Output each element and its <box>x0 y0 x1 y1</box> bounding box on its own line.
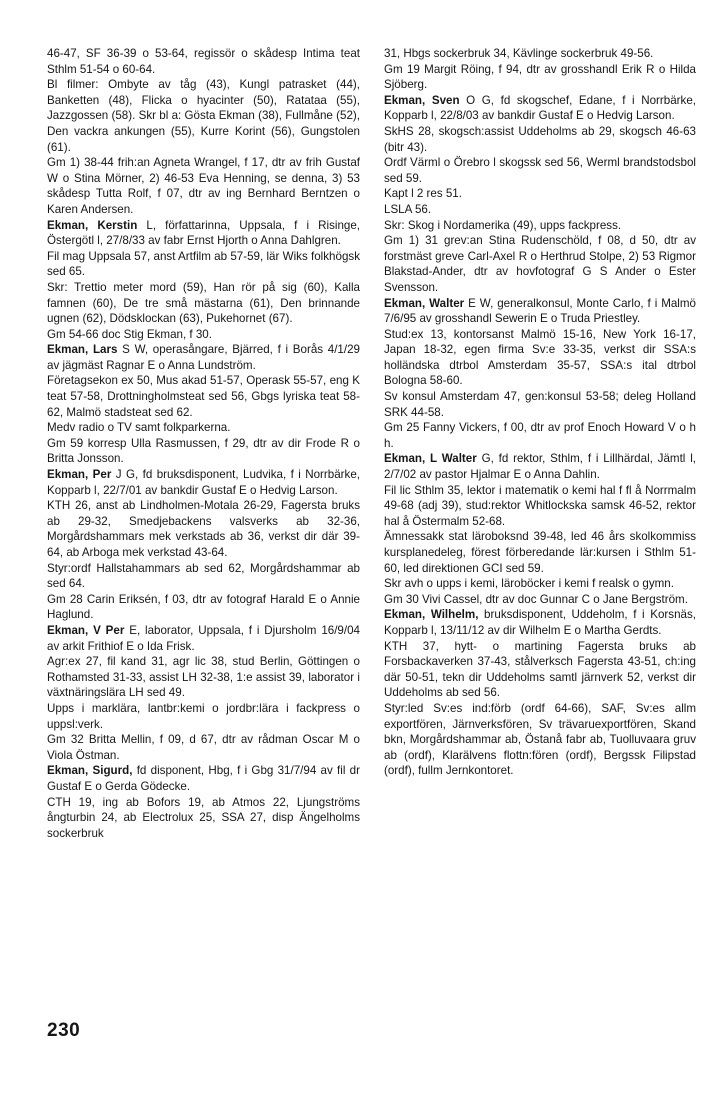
entry-name: Ekman, Lars <box>47 343 118 357</box>
entry-text: Gm 54-66 doc Stig Ekman, f 30. <box>47 327 212 341</box>
entry-paragraph <box>47 436 360 467</box>
entry-paragraph <box>47 46 360 77</box>
entry-paragraph <box>384 233 696 295</box>
entry-text: KTH 37, hytt- o martining Fagersta bruks ab Forsbackaverken 37-43, stålverksch Fagersta 43-51, ch:ing där 50-51, tekn dir Uddeholms samtl järnverk 52, verkst dir Uddeholms ab sed 56. <box>384 639 696 700</box>
entry-text: Bl filmer: Ombyte av tåg (43), Kungl patrasket (44), Banketten (48), Flicka o hyacinter (50), Ratataa (55), Jazzgossen (58). Skr bl a: Gösta Ekman (38), Fullmåne (52), Den vackra ankungen (55), Kurre Korint (56), Gungstolen (61). <box>47 78 360 154</box>
entry-text: bruksdisponent, Uddeholm, f i Korsnäs, Kopparb l, 13/11/12 av dir Wilhelm E o Martha Gerdts. <box>384 608 697 637</box>
entry-text: Stud:ex 13, kontorsanst Malmö 15-16, New York 16-17, Japan 18-32, egen firma Sv:e 33-35, verkst dir SSA:s holländska dtrbol Amsterdam 35-57, SSA:s ital dtrbol Bologna 58-60. <box>384 327 696 388</box>
entry-text: Gm 59 korresp Ulla Rasmussen, f 29, dtr av dir Frode R o Britta Jonsson. <box>47 436 360 466</box>
entry-paragraph <box>384 420 696 451</box>
entry-text: Agr:ex 27, fil kand 31, agr lic 38, stud Berlin, Göttingen o Rothamsted 31-33, assist LH 32-38, 1:e assist 39, laborator i växtnäringslära LH sed 49. <box>47 655 360 700</box>
entry-text: 31, Hbgs sockerbruk 34, Kävlinge sockerbruk 49-56. <box>384 47 654 60</box>
entry-paragraph <box>384 389 696 420</box>
entry-paragraph <box>47 77 360 155</box>
entry-name: Ekman, L Walter <box>384 452 477 466</box>
entry-text: S W, operasångare, Bjärred, f i Borås 4/1/29 av jägmäst Ragnar E o Anna Lundström. <box>47 343 360 372</box>
entry-paragraph <box>47 654 360 701</box>
entry-text: Skr: Skog i Nordamerika (49), upps fackpress. <box>384 218 622 232</box>
entry-paragraph <box>384 451 696 482</box>
entry-paragraph <box>384 46 696 62</box>
entry-text: Gm 1) 31 grev:an Stina Rudenschöld, f 08, d 50, dtr av forstmäst greve Carl-Axel R o Herthrud Stolpe, 2) 53 Rigmor Blakstad-Ander, dtr av hovfotograf G S Ander o Ester Svensson. <box>384 234 696 294</box>
entry-paragraph <box>47 701 360 732</box>
entry-paragraph <box>384 93 696 124</box>
entry-name: Ekman, Sven <box>384 93 460 107</box>
entry-text: Ordf Värml o Örebro l skogssk sed 56, Werml brandstodsbol sed 59. <box>384 156 696 185</box>
entry-text: Gm 28 Carin Eriksén, f 03, dtr av fotograf Harald E o Annie Haglund. <box>47 592 360 622</box>
entry-text: G, fd rektor, Sthlm, f i Lillhärdal, Jämtl l, 2/7/02 av pastor Hjalmar E o Anna Dahlin. <box>384 452 696 482</box>
entry-paragraph <box>47 795 360 842</box>
entry-text: KTH 26, anst ab Lindholmen-Motala 26-29, Fagersta bruks ab 29-32, Smedjebackens valsverks ab 32-36, Morgårdshammars mek verkstads ab 36, verkst dir där 39-64, ab Arboga mek verkstad 43-64. <box>47 499 360 559</box>
entry-paragraph <box>384 124 696 155</box>
entry-text: Gm 32 Britta Mellin, f 09, d 67, dtr av rådman Oscar M o Viola Östman. <box>47 733 360 762</box>
right-column <box>384 46 696 779</box>
entry-paragraph <box>384 483 696 530</box>
entry-name: Ekman, Wilhelm, <box>384 608 479 622</box>
entry-paragraph <box>384 701 696 779</box>
entry-text: Ämnessakk stat läroboksnd 39-48, led 46 års skolkommiss kursplanedeleg, förest förberedande lär:kursen i Sthlm 51-60, led direktionen GCI sed 59. <box>384 530 696 575</box>
entry-paragraph <box>47 280 360 327</box>
entry-text: SkHS 28, skogsch:assist Uddeholms ab 29, skogsch 46-63 (bitr 43). <box>384 124 696 154</box>
entry-name: Ekman, Per <box>47 468 112 482</box>
entry-paragraph <box>47 732 360 763</box>
entry-paragraph <box>47 249 360 280</box>
entry-text: Fil mag Uppsala 57, anst Artfilm ab 57-59, lär Wiks folkhögsk sed 65. <box>47 249 360 279</box>
entry-name: Ekman, Walter <box>384 296 465 310</box>
entry-paragraph <box>384 529 696 576</box>
entry-text: Upps i marklära, lantbr:kemi o jordbr:lära i fackpress o uppsl:verk. <box>47 701 360 731</box>
entry-paragraph <box>384 186 696 202</box>
entry-name: Ekman, Kerstin <box>47 218 138 232</box>
entry-text: E W, generalkonsul, Monte Carlo, f i Malmö 7/6/95 av grosshandl Sewerin E o Truda Priestley. <box>384 296 696 326</box>
entry-text: Skr: Trettio meter mord (59), Han rör på sig (60), Kalla famnen (60), De tre små mästarna (61), Den brinnande ugnen (62), Dödsklockan (63), Pukehornet (67). <box>47 280 360 326</box>
entry-text: fd disponent, Hbg, f i Gbg 31/7/94 av fil dr Gustaf E o Gerda Gödecke. <box>47 764 360 793</box>
entry-paragraph <box>384 592 696 608</box>
entry-text: Fil lic Sthlm 35, lektor i matematik o kemi hal f fl å Norrmalm 49-68 (adj 39), stud:rektor Whitlockska samsk 46-52, rektor hal å Östermalm 52-68. <box>384 483 696 528</box>
entry-text: Gm 25 Fanny Vickers, f 00, dtr av prof Enoch Howard V o h h. <box>384 421 696 450</box>
entry-paragraph <box>47 420 360 436</box>
entry-text: LSLA 56. <box>384 202 432 216</box>
entry-text: CTH 19, ing ab Bofors 19, ab Atmos 22, Ljungströms ångturbin 24, ab Electrolux 25, SSA 27, disp Ängelholms sockerbruk <box>47 795 360 840</box>
entry-text: Skr avh o upps i kemi, läroböcker i kemi f realsk o gymn. <box>384 577 674 591</box>
entry-paragraph <box>384 639 696 701</box>
entry-paragraph <box>47 592 360 623</box>
entry-paragraph <box>384 218 696 234</box>
entry-text: 46-47, SF 36-39 o 53-64, regissör o skådesp Intima teat Sthlm 51-54 o 60-64. <box>47 47 360 76</box>
entry-name: Ekman, V Per <box>47 623 125 637</box>
entry-paragraph <box>47 561 360 592</box>
entry-paragraph <box>384 576 696 592</box>
entry-text: Gm 1) 38-44 frih:an Agneta Wrangel, f 17, dtr av frih Gustaf W o Stina Mörner, 2) 46-53 Eva Henning, se denna, 3) 53 skådesp Tutta Rolf, f 07, dtr av ing Bernhard Berntzen o Karen Andersen. <box>47 156 360 216</box>
entry-paragraph <box>384 296 696 327</box>
entry-text: J G, fd bruksdisponent, Ludvika, f i Norrbärke, Kopparb l, 22/7/01 av bankdir Gustaf E o Hedvig Larson. <box>47 468 360 497</box>
entry-paragraph <box>47 498 360 560</box>
entry-text: O G, fd skogschef, Edane, f i Norrbärke, Kopparb l, 22/8/03 av bankdir Gustaf E o Hedvig Larson. <box>384 93 696 123</box>
entry-paragraph <box>384 62 696 93</box>
entry-paragraph <box>384 607 696 638</box>
entry-paragraph <box>47 467 360 498</box>
entry-text: E, laborator, Uppsala, f i Djursholm 16/9/04 av arkit Frithiof E o Ida Frisk. <box>47 623 360 653</box>
page-number: 230 <box>47 1020 81 1041</box>
entry-text: Gm 30 Vivi Cassel, dtr av doc Gunnar C o Jane Bergström. <box>384 592 688 606</box>
entry-text: Styr:led Sv:es ind:förb (ordf 64-66), SAF, Sv:es allm exportfören, Järnverksfören, Sv trävaruexportfören, Skand bkn, Morgårdshammar ab, Östanå fabr ab, Tuolluvaara gruv ab (ordf), Klarälvens flottn:fören (ordf), Bergssk Filipstad (ordf), fullm Jernkontoret. <box>384 701 696 778</box>
entry-paragraph <box>384 155 696 186</box>
entry-text: Gm 19 Margit Röing, f 94, dtr av grosshandl Erik R o Hilda Sjöberg. <box>384 62 696 92</box>
entry-paragraph <box>47 373 360 420</box>
entry-text: Sv konsul Amsterdam 47, gen:konsul 53-58; deleg Holland SRK 44-58. <box>384 390 696 419</box>
entry-paragraph <box>47 342 360 373</box>
entry-text: Företagsekon ex 50, Mus akad 51-57, Operask 55-57, eng K teat 57-58, Drottningholmsteat sed 56, Gbgs lyriska teat 58-62, Malmö stadsteat sed 62. <box>47 374 360 419</box>
entry-text: Medv radio o TV samt folkparkerna. <box>47 421 231 435</box>
entry-name: Ekman, Sigurd, <box>47 764 133 778</box>
entry-paragraph <box>47 327 360 343</box>
entry-paragraph <box>384 327 696 389</box>
left-column <box>47 46 360 841</box>
entry-paragraph <box>47 763 360 794</box>
entry-text: Kapt l 2 res 51. <box>384 187 462 201</box>
entry-paragraph <box>384 202 696 218</box>
entry-paragraph <box>47 218 360 249</box>
entry-paragraph <box>47 155 360 217</box>
entry-text: L, författarinna, Uppsala, f i Risinge, Östergötl l, 27/8/33 av fabr Ernst Hjorth o Anna Dahlgren. <box>47 218 361 248</box>
entry-text: Styr:ordf Hallstahammars ab sed 62, Morgårdshammar ab sed 64. <box>47 561 360 591</box>
entry-paragraph <box>47 623 360 654</box>
